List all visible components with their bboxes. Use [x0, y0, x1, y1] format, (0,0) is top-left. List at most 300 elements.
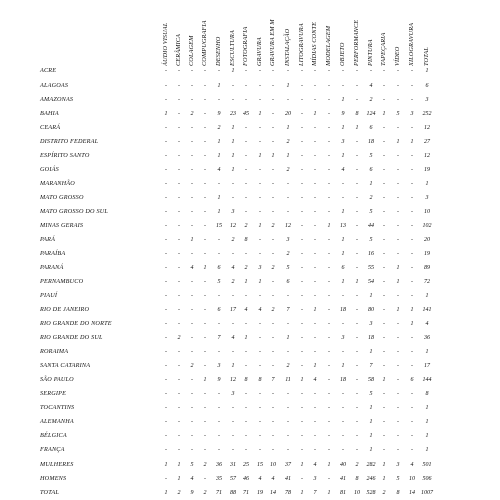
table-cell: 2: [244, 265, 248, 271]
table-cell: 1: [369, 433, 373, 439]
table-cell: -: [383, 265, 385, 271]
table-cell: 9: [217, 377, 221, 383]
table-cell: -: [397, 167, 399, 173]
table-cell: 20: [424, 237, 430, 243]
table-cell: -: [191, 68, 193, 74]
table-cell: -: [397, 125, 399, 131]
table-cell: -: [218, 349, 220, 355]
table-cell: -: [287, 293, 289, 299]
table-cell: -: [383, 419, 385, 425]
table-cell: -: [178, 111, 180, 117]
table-cell: -: [218, 97, 220, 103]
table-cell: 3: [341, 335, 345, 341]
table-cell: -: [328, 153, 330, 159]
table-cell: 25: [243, 462, 249, 468]
row-label: MINAS GERAIS: [40, 222, 84, 229]
table-cell: -: [411, 419, 413, 425]
table-cell: -: [204, 125, 206, 131]
table-cell: -: [342, 195, 344, 201]
table-cell: 1: [217, 139, 221, 145]
table-cell: -: [328, 363, 330, 369]
table-cell: -: [272, 321, 274, 327]
row-label: SERGIPE: [40, 390, 67, 397]
table-cell: -: [314, 335, 316, 341]
table-cell: -: [328, 195, 330, 201]
table-cell: -: [178, 363, 180, 369]
table-cell: -: [245, 363, 247, 369]
table-cell: 2: [271, 265, 275, 271]
table-cell: -: [191, 377, 193, 383]
table-cell: -: [272, 419, 274, 425]
table-cell: 1: [369, 349, 373, 355]
table-cell: -: [259, 167, 261, 173]
table-cell: -: [342, 181, 344, 187]
table-cell: 31: [230, 462, 236, 468]
table-cell: 6: [217, 265, 221, 271]
table-cell: -: [259, 209, 261, 215]
table-cell: -: [411, 335, 413, 341]
table-cell: 1: [244, 279, 248, 285]
table-cell: -: [328, 251, 330, 257]
table-cell: 4: [244, 307, 248, 313]
table-cell: -: [301, 279, 303, 285]
table-cell: -: [178, 279, 180, 285]
table-cell: -: [356, 251, 358, 257]
table-cell: -: [191, 125, 193, 131]
table-cell: 1: [425, 293, 429, 299]
table-cell: -: [272, 293, 274, 299]
table-cell: -: [411, 83, 413, 89]
table-cell: 1: [203, 265, 207, 271]
row-label: MARANHÃO: [40, 180, 75, 187]
table-cell: -: [397, 335, 399, 341]
table-cell: -: [397, 293, 399, 299]
table-cell: 5: [369, 153, 373, 159]
table-cell: 1: [300, 490, 304, 496]
table-cell: 9: [341, 111, 345, 117]
table-cell: -: [356, 237, 358, 243]
table-cell: 5: [369, 237, 373, 243]
table-cell: 2: [203, 462, 207, 468]
table-cell: -: [301, 335, 303, 341]
table-cell: 2: [369, 195, 373, 201]
table-cell: -: [356, 433, 358, 439]
table-cell: -: [383, 153, 385, 159]
table-cell: 14: [409, 490, 415, 496]
table-cell: -: [411, 125, 413, 131]
column-header: TOTAL: [423, 47, 430, 66]
table-cell: -: [314, 125, 316, 131]
row-label: PIAUÍ: [40, 292, 58, 299]
table-cell: 2: [286, 251, 290, 257]
table-cell: 2: [286, 139, 290, 145]
table-cell: -: [287, 68, 289, 74]
table-cell: 3: [396, 462, 400, 468]
table-cell: 1: [341, 237, 345, 243]
table-cell: 8: [425, 391, 429, 397]
row-label: ACRE: [40, 67, 57, 74]
table-cell: 1: [355, 125, 359, 131]
table-cell: -: [356, 363, 358, 369]
table-cell: -: [314, 265, 316, 271]
table-cell: -: [301, 83, 303, 89]
table-cell: -: [411, 181, 413, 187]
table-cell: 12: [230, 377, 236, 383]
table-cell: -: [165, 237, 167, 243]
table-cell: 1: [341, 209, 345, 215]
table-cell: -: [178, 223, 180, 229]
table-cell: 1: [396, 265, 400, 271]
table-cell: 19: [424, 167, 430, 173]
table-cell: 16: [368, 251, 374, 257]
table-cell: -: [178, 377, 180, 383]
table-cell: -: [178, 68, 180, 74]
table-cell: -: [383, 237, 385, 243]
table-cell: -: [191, 153, 193, 159]
table-cell: -: [314, 153, 316, 159]
table-cell: -: [218, 181, 220, 187]
table-cell: 5: [217, 279, 221, 285]
table-cell: -: [314, 83, 316, 89]
table-cell: -: [397, 419, 399, 425]
table-cell: 5: [396, 111, 400, 117]
table-cell: -: [314, 237, 316, 243]
table-cell: -: [272, 391, 274, 397]
table-cell: 1: [341, 279, 345, 285]
table-cell: 13: [340, 223, 346, 229]
table-cell: -: [191, 139, 193, 145]
table-cell: -: [165, 307, 167, 313]
table-cell: 1: [382, 377, 386, 383]
table-cell: -: [328, 68, 330, 74]
table-cell: -: [245, 83, 247, 89]
table-cell: -: [178, 349, 180, 355]
table-cell: 4: [313, 377, 317, 383]
table-cell: -: [383, 405, 385, 411]
table-cell: 71: [216, 490, 222, 496]
table-cell: 4: [271, 476, 275, 482]
column-header: ÁUDIO VISUAL: [162, 22, 169, 66]
table-cell: -: [301, 195, 303, 201]
table-cell: 8: [244, 237, 248, 243]
table-cell: -: [328, 307, 330, 313]
table-cell: -: [178, 195, 180, 201]
table-cell: 12: [424, 153, 430, 159]
row-label: RIO GRANDE DO NORTE: [40, 320, 112, 327]
table-cell: 1: [217, 195, 221, 201]
row-label: GOIÁS: [40, 166, 59, 173]
table-cell: -: [178, 405, 180, 411]
table-cell: -: [178, 83, 180, 89]
table-cell: -: [328, 433, 330, 439]
table-cell: -: [328, 209, 330, 215]
table-cell: 18: [368, 139, 374, 145]
table-cell: -: [356, 391, 358, 397]
table-cell: -: [301, 223, 303, 229]
table-cell: -: [204, 293, 206, 299]
table-cell: 1: [369, 419, 373, 425]
table-cell: -: [301, 181, 303, 187]
table-cell: -: [328, 349, 330, 355]
table-cell: -: [301, 251, 303, 257]
table-cell: 1: [286, 335, 290, 341]
table-cell: -: [165, 349, 167, 355]
table-cell: 4: [258, 476, 262, 482]
table-cell: -: [245, 167, 247, 173]
row-label: PARANÁ: [40, 264, 64, 271]
table-cell: -: [218, 321, 220, 327]
table-cell: -: [272, 195, 274, 201]
table-cell: -: [272, 97, 274, 103]
table-cell: -: [397, 433, 399, 439]
table-cell: -: [232, 97, 234, 103]
table-cell: 1: [244, 335, 248, 341]
table-cell: -: [191, 433, 193, 439]
table-cell: 72: [424, 279, 430, 285]
table-cell: 1: [300, 377, 304, 383]
table-cell: -: [314, 97, 316, 103]
table-cell: 1: [341, 363, 345, 369]
table-cell: -: [165, 419, 167, 425]
table-cell: 35: [216, 476, 222, 482]
table-cell: -: [356, 181, 358, 187]
table-cell: -: [342, 293, 344, 299]
table-cell: 1: [313, 307, 317, 313]
table-cell: 2: [231, 279, 235, 285]
table-cell: 1: [382, 476, 386, 482]
table-cell: -: [178, 307, 180, 313]
table-cell: -: [204, 111, 206, 117]
table-cell: 44: [368, 223, 374, 229]
table-cell: -: [356, 83, 358, 89]
table-cell: -: [259, 321, 261, 327]
table-cell: -: [383, 83, 385, 89]
table-cell: -: [411, 195, 413, 201]
row-label: TOCANTINS: [40, 404, 75, 411]
table-cell: 1: [164, 490, 168, 496]
table-cell: -: [204, 209, 206, 215]
table-cell: -: [245, 405, 247, 411]
table-cell: 1: [286, 153, 290, 159]
table-cell: -: [245, 153, 247, 159]
table-cell: -: [397, 405, 399, 411]
table-cell: -: [218, 419, 220, 425]
table-cell: -: [165, 391, 167, 397]
table-cell: -: [314, 447, 316, 453]
table-cell: -: [328, 293, 330, 299]
table-cell: -: [287, 419, 289, 425]
table-cell: 1: [271, 153, 275, 159]
table-cell: -: [191, 195, 193, 201]
table-cell: 282: [366, 462, 376, 468]
table-cell: -: [232, 349, 234, 355]
table-cell: -: [328, 377, 330, 383]
table-cell: -: [287, 209, 289, 215]
table-cell: -: [232, 447, 234, 453]
table-cell: -: [328, 476, 330, 482]
table-cell: 246: [366, 476, 376, 482]
table-cell: -: [301, 321, 303, 327]
table-cell: -: [342, 419, 344, 425]
table-cell: -: [397, 68, 399, 74]
table-cell: -: [411, 223, 413, 229]
table-cell: -: [259, 419, 261, 425]
table-cell: 8: [396, 490, 400, 496]
table-cell: 6: [286, 279, 290, 285]
table-cell: 4: [425, 321, 429, 327]
table-cell: -: [259, 181, 261, 187]
column-header: GRAVURA: [256, 37, 263, 66]
table-cell: -: [272, 335, 274, 341]
table-cell: 1: [313, 111, 317, 117]
row-label: MATO GROSSO DO SUL: [40, 208, 109, 215]
row-label: FRANÇA: [40, 446, 65, 453]
table-cell: -: [411, 68, 413, 74]
table-cell: -: [178, 433, 180, 439]
row-label: ALEMANHA: [40, 418, 74, 425]
table-cell: -: [178, 139, 180, 145]
table-cell: 5: [369, 209, 373, 215]
table-cell: -: [287, 181, 289, 187]
table-cell: -: [245, 139, 247, 145]
table-cell: 501: [422, 462, 432, 468]
table-cell: 1: [313, 363, 317, 369]
table-cell: -: [178, 321, 180, 327]
table-cell: 12: [230, 223, 236, 229]
table-cell: -: [218, 293, 220, 299]
table-cell: 3: [286, 237, 290, 243]
table-cell: -: [314, 349, 316, 355]
table-cell: -: [301, 153, 303, 159]
table-cell: 5: [190, 462, 194, 468]
table-cell: 1: [341, 125, 345, 131]
table-cell: 41: [285, 476, 291, 482]
table-cell: -: [314, 293, 316, 299]
table-cell: -: [397, 195, 399, 201]
table-cell: -: [301, 447, 303, 453]
table-cell: -: [259, 293, 261, 299]
table-cell: 1: [369, 405, 373, 411]
table-cell: 1: [425, 181, 429, 187]
row-label: RIO GRANDE DO SUL: [40, 334, 103, 341]
table-cell: 11: [285, 377, 291, 383]
table-cell: -: [191, 293, 193, 299]
table-cell: 7: [286, 307, 290, 313]
table-cell: -: [165, 167, 167, 173]
table-cell: -: [411, 209, 413, 215]
table-cell: 2: [382, 490, 386, 496]
table-cell: 2: [177, 490, 181, 496]
table-cell: -: [245, 209, 247, 215]
table-cell: -: [245, 68, 247, 74]
table-cell: 81: [340, 490, 346, 496]
table-cell: -: [314, 167, 316, 173]
table-cell: -: [165, 181, 167, 187]
table-cell: 14: [270, 490, 276, 496]
table-cell: -: [411, 391, 413, 397]
table-cell: -: [259, 335, 261, 341]
table-cell: -: [232, 433, 234, 439]
row-label: AMAZONAS: [40, 96, 74, 103]
table-cell: -: [259, 125, 261, 131]
table-cell: -: [383, 251, 385, 257]
table-cell: -: [204, 335, 206, 341]
row-label: CEARÁ: [40, 124, 61, 131]
table-cell: 1: [369, 447, 373, 453]
row-label: SÃO PAULO: [40, 376, 74, 383]
table-cell: -: [218, 447, 220, 453]
table-cell: -: [356, 195, 358, 201]
row-label: BAHIA: [40, 110, 59, 117]
column-header: CERÂMICA: [175, 34, 182, 66]
table-cell: 1007: [421, 490, 433, 496]
table-cell: -: [314, 405, 316, 411]
table-cell: 4: [231, 335, 235, 341]
table-cell: 4: [231, 265, 235, 271]
table-cell: -: [178, 265, 180, 271]
table-cell: 2: [369, 97, 373, 103]
table-cell: -: [191, 97, 193, 103]
table-cell: -: [314, 181, 316, 187]
table-cell: -: [204, 68, 206, 74]
table-cell: -: [218, 405, 220, 411]
table-cell: -: [356, 265, 358, 271]
table-cell: -: [245, 125, 247, 131]
table-cell: -: [301, 167, 303, 173]
table-cell: -: [383, 391, 385, 397]
table-cell: -: [301, 433, 303, 439]
table-cell: -: [383, 97, 385, 103]
table-cell: 71: [243, 490, 249, 496]
table-cell: -: [314, 139, 316, 145]
table-cell: -: [301, 209, 303, 215]
table-cell: -: [397, 209, 399, 215]
table-cell: -: [259, 251, 261, 257]
table-cell: 88: [230, 490, 236, 496]
table-cell: 7: [271, 377, 275, 383]
table-cell: 18: [340, 307, 346, 313]
table-cell: 2: [286, 363, 290, 369]
table-cell: -: [204, 476, 206, 482]
table-cell: 2: [177, 335, 181, 341]
table-cell: 1: [164, 111, 168, 117]
table-cell: -: [301, 349, 303, 355]
table-cell: -: [383, 223, 385, 229]
column-header: VÍDEO: [394, 46, 401, 66]
table-cell: 6: [410, 377, 414, 383]
table-cell: 8: [355, 111, 359, 117]
table-cell: -: [328, 125, 330, 131]
row-label: PARÁ: [40, 236, 56, 243]
table-cell: -: [356, 139, 358, 145]
table-cell: 3: [410, 111, 414, 117]
table-cell: 1: [231, 153, 235, 159]
table-cell: 4: [217, 167, 221, 173]
table-cell: -: [411, 279, 413, 285]
table-cell: 6: [425, 83, 429, 89]
table-cell: -: [204, 195, 206, 201]
table-cell: -: [245, 321, 247, 327]
table-cell: -: [232, 195, 234, 201]
table-cell: -: [191, 167, 193, 173]
table-cell: -: [218, 433, 220, 439]
table-cell: -: [397, 363, 399, 369]
table-cell: -: [218, 237, 220, 243]
row-label: MATO GROSSO: [40, 194, 84, 201]
table-cell: -: [204, 349, 206, 355]
table-cell: -: [178, 153, 180, 159]
table-cell: 80: [368, 307, 374, 313]
